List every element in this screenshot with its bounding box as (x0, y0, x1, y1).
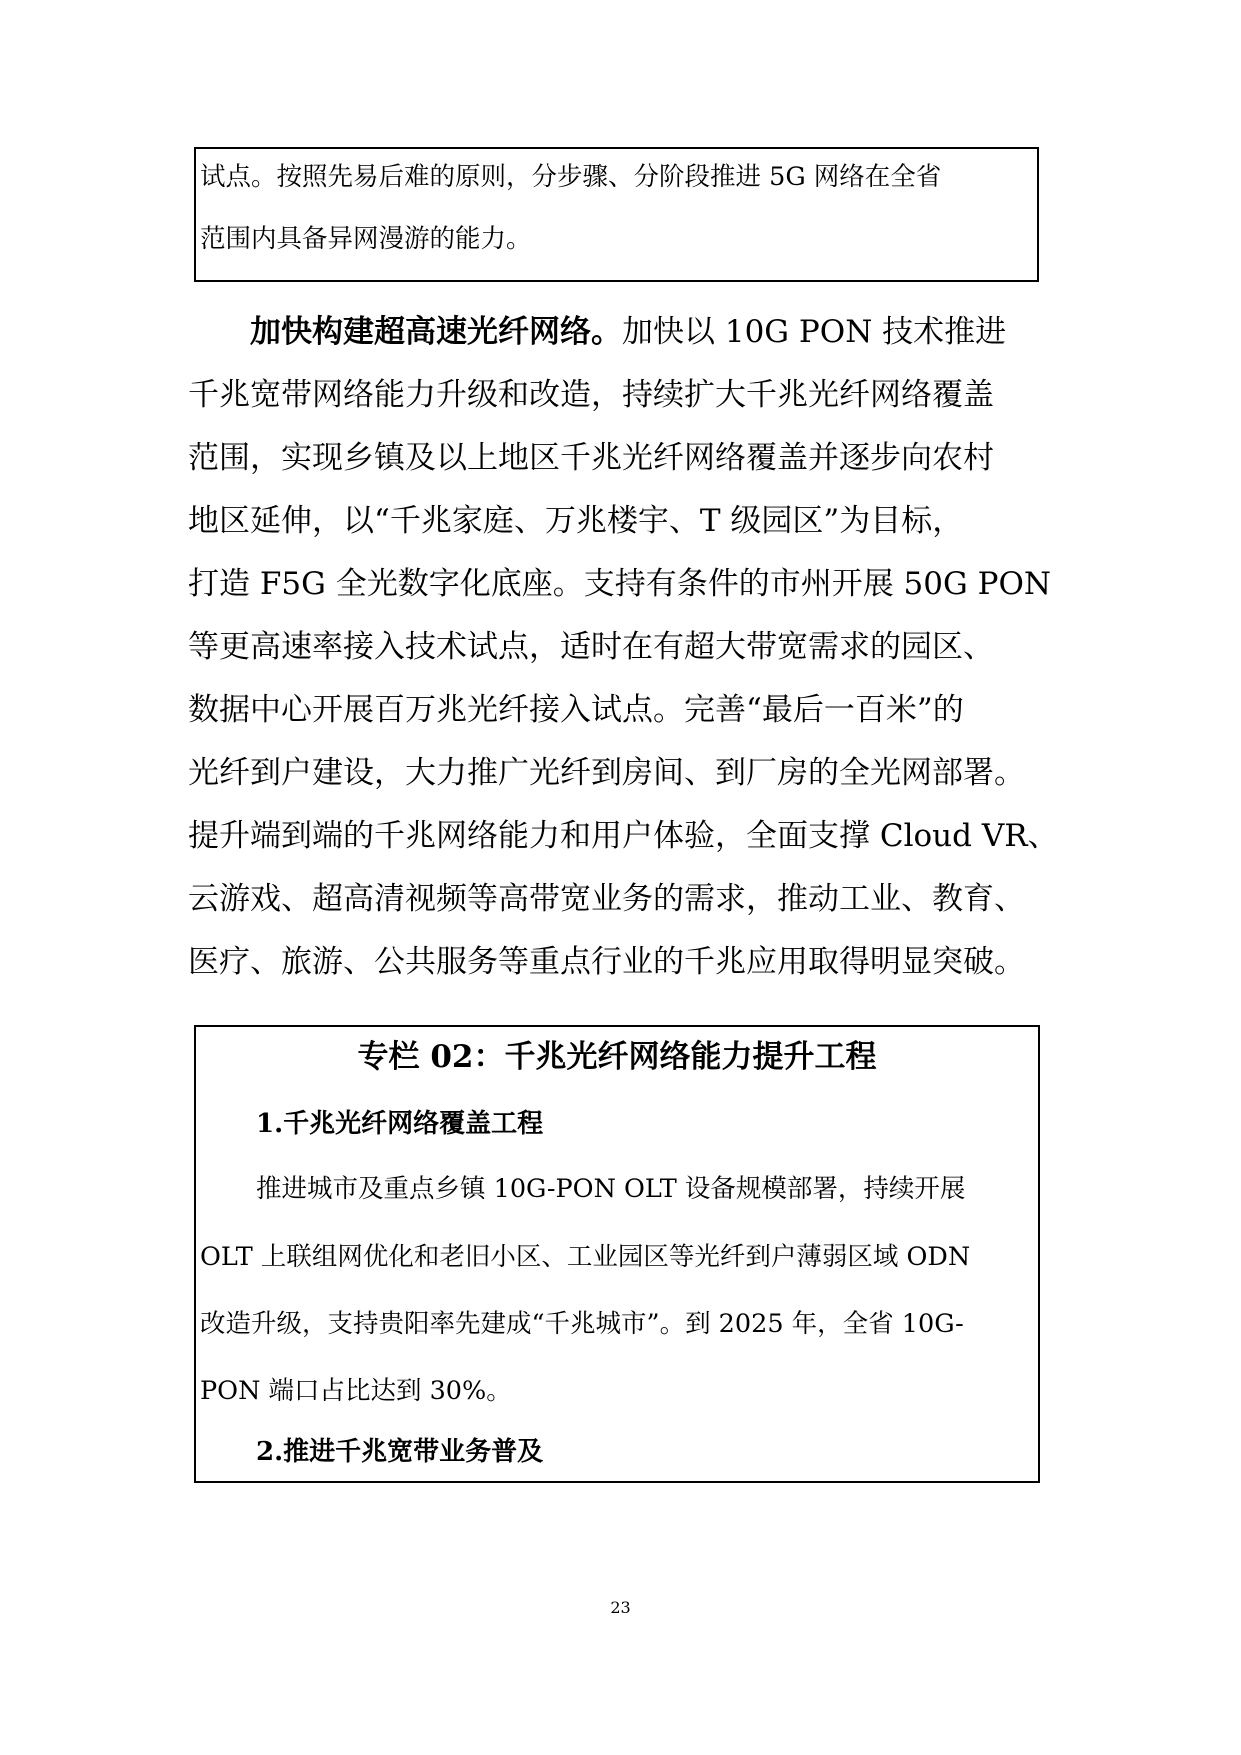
paragraph-line: 地区延伸，以“千兆家庭、万兆楼宇、T 级园区”为目标， (188, 503, 964, 539)
page-number: 23 (610, 1598, 631, 1617)
item-title: 1.千兆光纤网络覆盖工程 (256, 1109, 544, 1139)
paragraph-line: 光纤到户建设，大力推广光纤到房间、到厂房的全光网部署。 (188, 755, 1025, 791)
paragraph-line: 提升端到端的千兆网络能力和用户体验，全面支撑 Cloud VR、 (188, 818, 1059, 854)
box-text-line: 范围内具备异网漫游的能力。 (200, 224, 532, 254)
item-title: 2.推进千兆宽带业务普及 (256, 1437, 544, 1467)
item-text-line: 推进城市及重点乡镇 10G-PON OLT 设备规模部署，持续开展 (256, 1174, 966, 1204)
paragraph-line: 范围，实现乡镇及以上地区千兆光纤网络覆盖并逐步向农村 (188, 440, 994, 476)
paragraph-line: 医疗、旅游、公共服务等重点行业的千兆应用取得明显突破。 (188, 944, 1025, 980)
paragraph-line: 数据中心开展百万兆光纤接入试点。完善“最后一百米”的 (188, 692, 964, 728)
paragraph-line: 等更高速率接入技术试点，适时在有超大带宽需求的园区、 (188, 629, 994, 665)
paragraph-line: 打造 F5G 全光数字化底座。支持有条件的市州开展 50G PON (188, 566, 1052, 602)
continuation-box (194, 147, 1039, 282)
paragraph-first-line (250, 314, 1007, 350)
item-text-line: 改造升级，支持贵阳率先建成“千兆城市”。到 2025 年，全省 10G- (200, 1309, 964, 1339)
section-heading: 加快构建超高速光纤网络。 (250, 314, 622, 350)
paragraph-line: 云游戏、超高清视频等高带宽业务的需求，推动工业、教育、 (188, 881, 1025, 917)
paragraph-text: 加快以 10G PON 技术推进 (622, 314, 1007, 350)
column-box (194, 1025, 1040, 1483)
item-text-line: OLT 上联组网优化和老旧小区、工业园区等光纤到户薄弱区域 ODN (200, 1242, 971, 1272)
box-text-line: 试点。按照先易后难的原则，分步骤、分阶段推进 5G 网络在全省 (200, 162, 942, 192)
paragraph-line: 千兆宽带网络能力升级和改造，持续扩大千兆光纤网络覆盖 (188, 377, 994, 413)
item-text-line: PON 端口占比达到 30%。 (200, 1376, 512, 1406)
column-title: 专栏 02：千兆光纤网络能力提升工程 (357, 1039, 877, 1075)
